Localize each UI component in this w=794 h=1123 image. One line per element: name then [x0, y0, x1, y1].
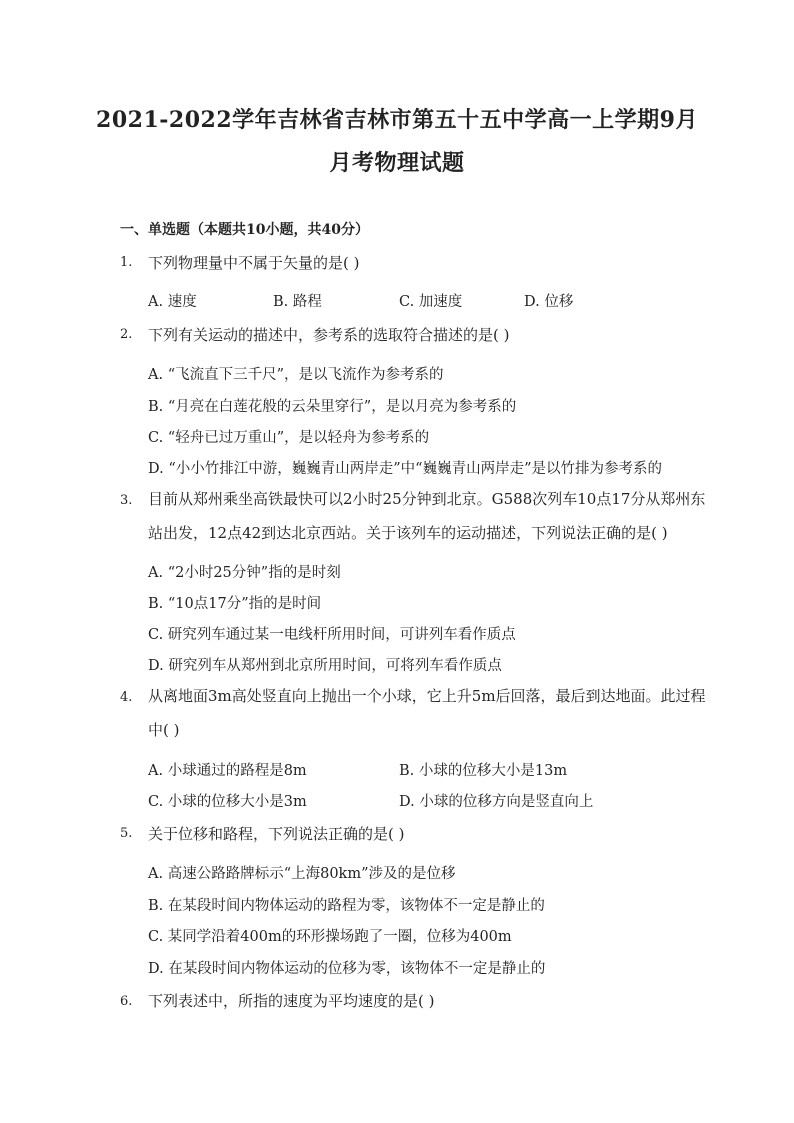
- question-number: 5.: [120, 826, 133, 841]
- option-d: D. 研究列车从郑州到北京所用时间，可将列车看作质点: [148, 658, 502, 674]
- exam-title-line-1: 2021-2022学年吉林省吉林市第五十五中学高一上学期9月: [96, 107, 698, 133]
- option-b: B. 路程: [273, 294, 322, 310]
- question-text: 下列物理量中不属于矢量的是( ): [148, 254, 360, 272]
- question-text-line-2: 站出发，12点42到达北京西站。关于该列车的运动描述，下列说法正确的是( ): [148, 524, 668, 542]
- question-text-line-2: 中( ): [148, 721, 180, 739]
- option-a: A. 小球通过的路程是8m: [148, 763, 307, 779]
- option-a: A. 高速公路路牌标示“上海80km”涉及的是位移: [148, 866, 456, 882]
- option-b: B. “10点17分”指的是时间: [148, 596, 322, 612]
- option-a: A. 速度: [148, 294, 197, 310]
- option-a: A. “2小时25分钟”指的是时刻: [148, 565, 341, 581]
- option-d: D. 在某段时间内物体运动的位移为零，该物体不一定是静止的: [148, 961, 546, 977]
- option-c: C. 加速度: [399, 294, 463, 310]
- option-c: C. 小球的位移大小是3m: [148, 794, 307, 810]
- question-text-line-1: 从离地面3m高处竖直向上抛出一个小球，它上升5m后回落，最后到达地面。此过程: [148, 687, 706, 705]
- option-c: C. “轻舟已过万重山”，是以轻舟为参考系的: [148, 430, 430, 446]
- question-number: 2.: [120, 327, 133, 342]
- exam-title-line-2: 月考物理试题: [329, 150, 465, 176]
- option-d: D. “小小竹排江中游，巍巍青山两岸走”中“巍巍青山两岸走”是以竹排为参考系的: [148, 461, 662, 477]
- question-text-line-1: 目前从郑州乘坐高铁最快可以2小时25分钟到北京。G588次列车10点17分从郑州东: [148, 490, 706, 508]
- option-a: A. “飞流直下三千尺”，是以飞流作为参考系的: [148, 367, 444, 383]
- question-number: 1.: [120, 255, 133, 270]
- question-text: 下列有关运动的描述中，参考系的选取符合描述的是( ): [148, 326, 510, 344]
- question-number: 6.: [120, 994, 133, 1009]
- option-b: B. 在某段时间内物体运动的路程为零，该物体不一定是静止的: [148, 898, 545, 914]
- question-text: 下列表述中，所指的速度为平均速度的是( ): [148, 992, 435, 1010]
- option-b: B. “月亮在白莲花般的云朵里穿行”，是以月亮为参考系的: [148, 399, 517, 415]
- section-heading: 一、单选题（本题共10小题，共40分）: [120, 222, 369, 238]
- option-d: D. 小球的位移方向是竖直向上: [399, 794, 594, 810]
- option-c: C. 某同学沿着400m的环形操场跑了一圈，位移为400m: [148, 929, 512, 945]
- question-number: 3.: [120, 493, 133, 508]
- option-d: D. 位移: [524, 294, 574, 310]
- option-b: B. 小球的位移大小是13m: [399, 763, 568, 779]
- option-c: C. 研究列车通过某一电线杆所用时间，可讲列车看作质点: [148, 627, 516, 643]
- question-number: 4.: [120, 690, 133, 705]
- question-text: 关于位移和路程，下列说法正确的是( ): [148, 825, 405, 843]
